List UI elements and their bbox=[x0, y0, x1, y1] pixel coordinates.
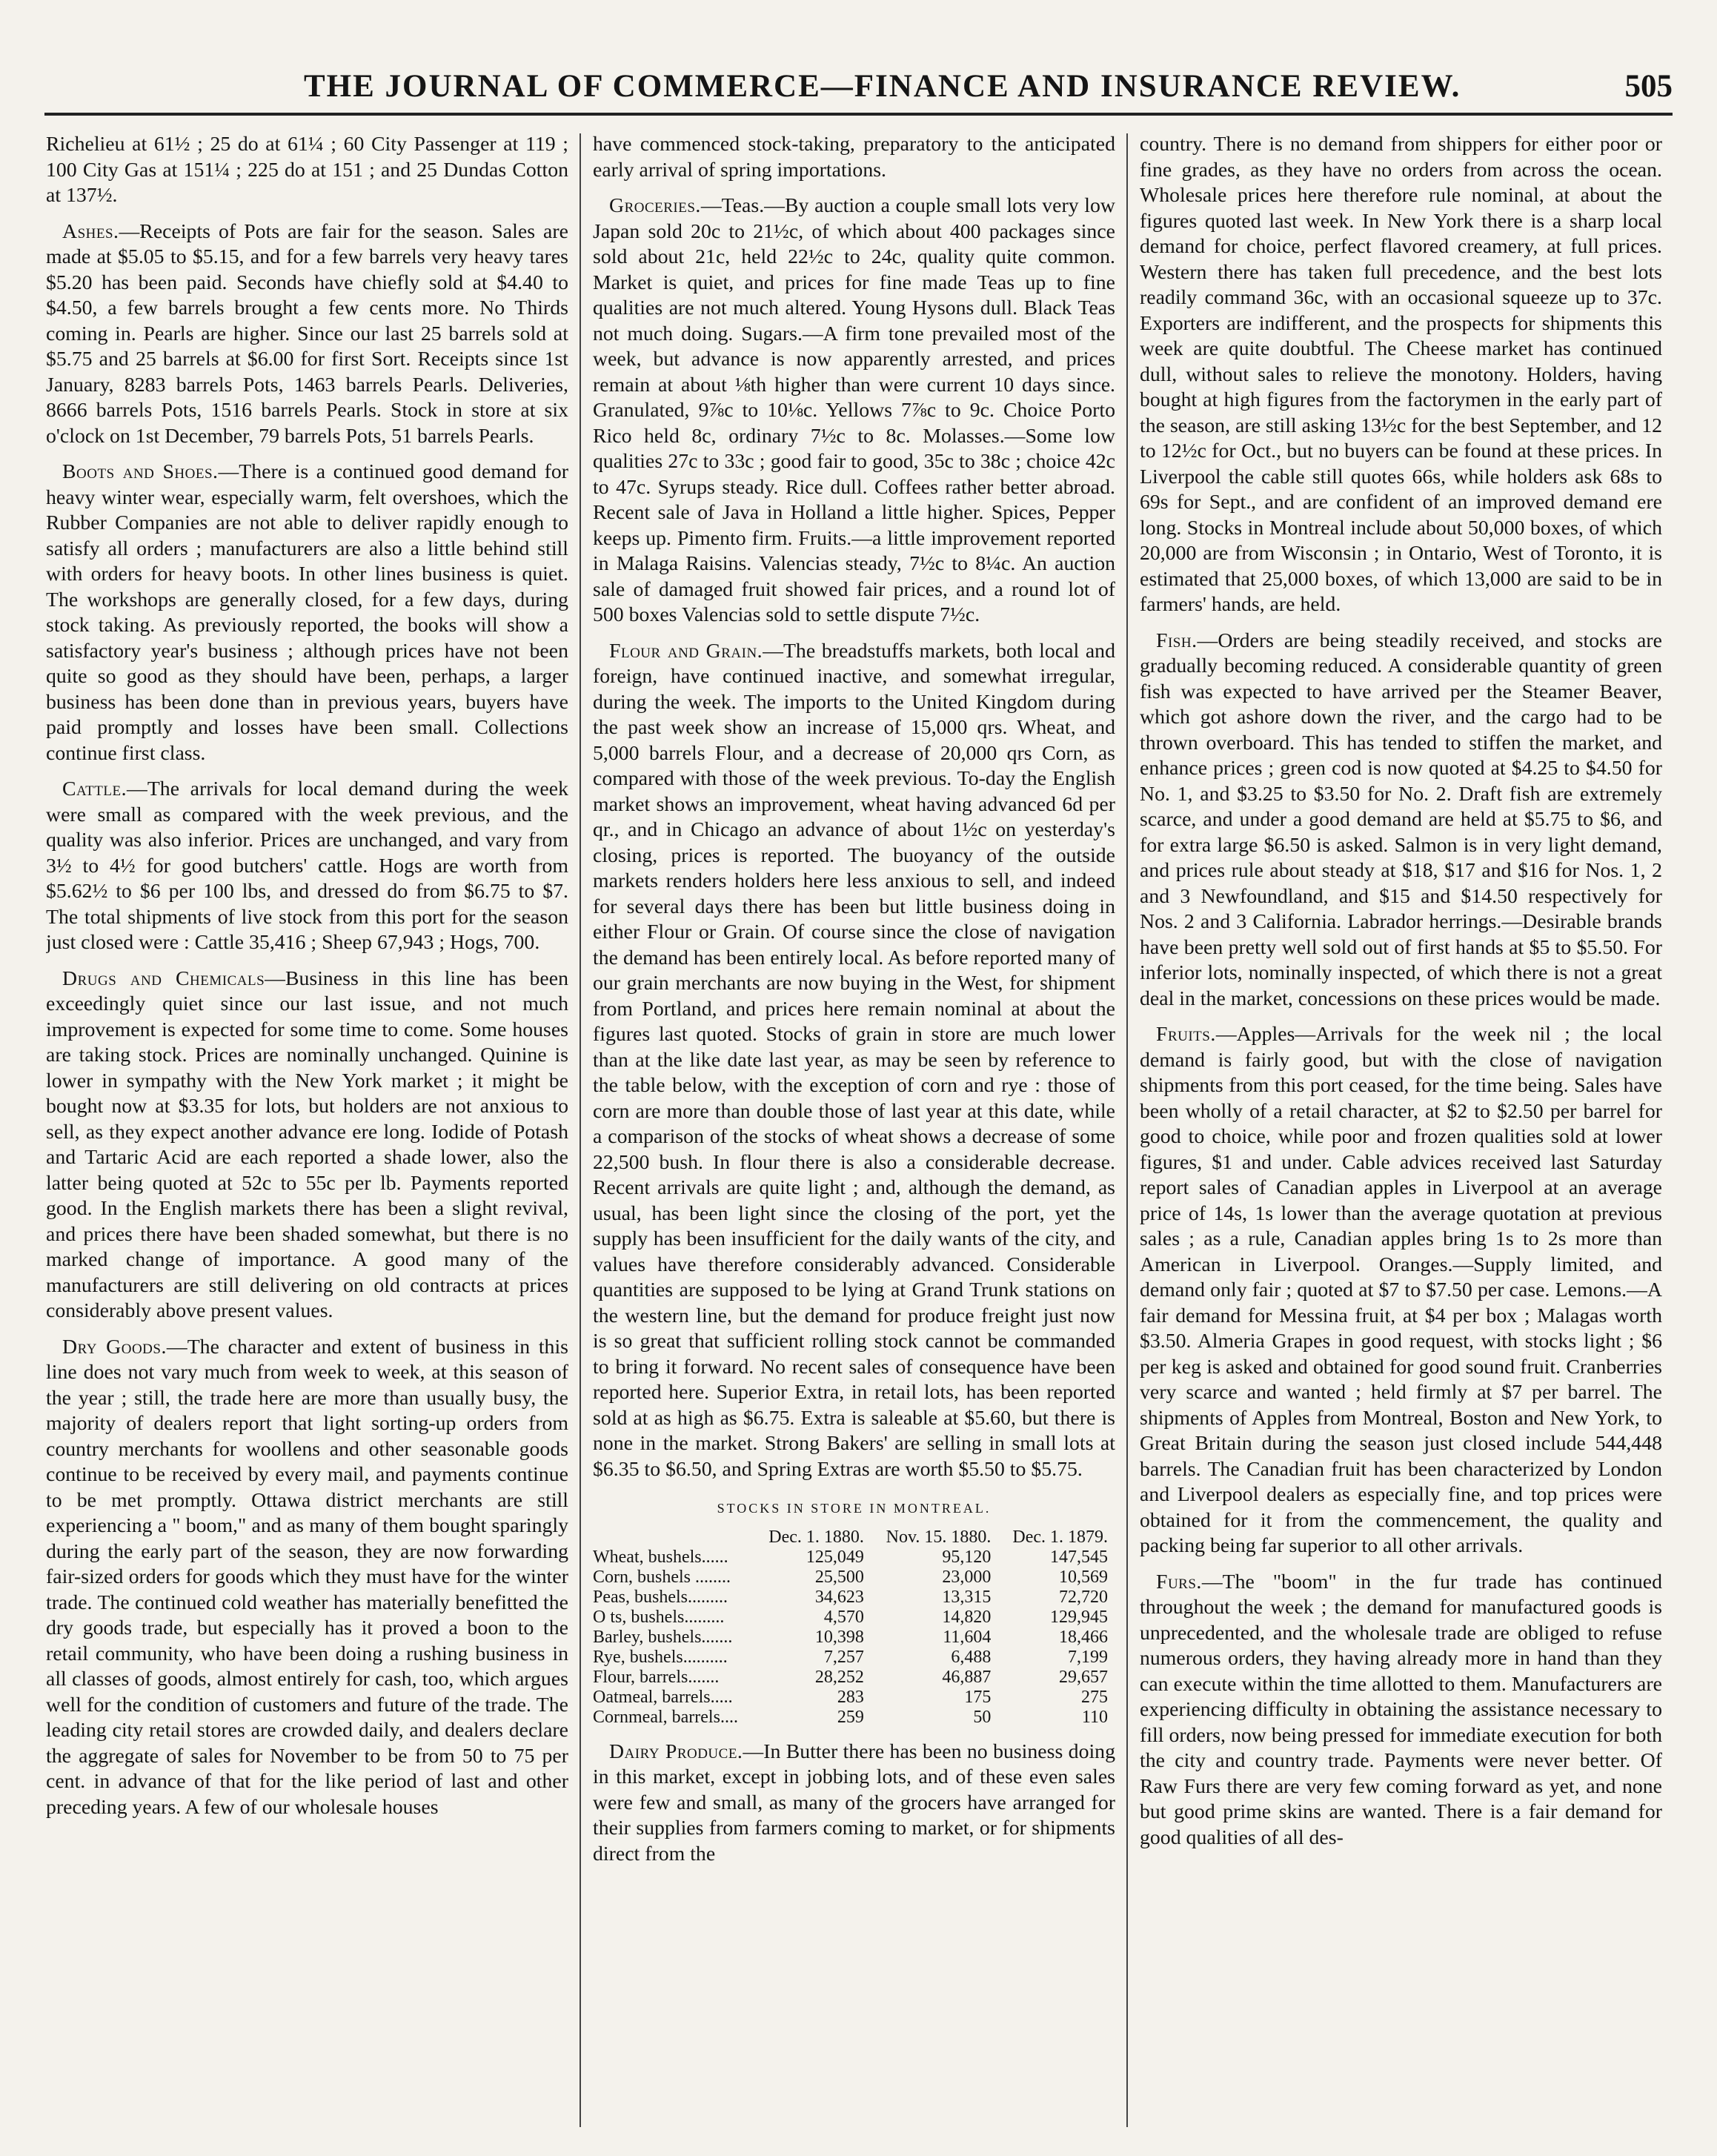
paragraph-boots bbox=[46, 460, 568, 766]
paragraph-body: —Receipts of Pots are fair for the season. Sales are made at $5.05 to $5.15, and for a few barrels very heavy tares $5.20 has been paid. Seconds have chiefly sold at $4.40 to $4.50, a few barrels brought a few cents more. No Thirds coming in. Pearls are higher. Since our last 25 barrels sold at $5.75 and 25 barrels at $6.00 for first Sort. Receipts since 1st January, 8283 barrels Pots, 1463 barrels Pearls. Deliveries, 8666 barrels Pots, 1516 barrels Pearls. Stock in store at six o'clock on 1st December, 79 barrels Pots, 51 barrels Pearls. bbox=[46, 219, 568, 448]
table-cell: 7,257 bbox=[823, 1647, 864, 1667]
paragraph: Richelieu at 61½ ; 25 do at 61¼ ; 60 City Passenger at 119 ; 100 City Gas at 151¼ ; 225 do at 151 ; and 25 Dundas Cotton at 137½. bbox=[46, 133, 568, 207]
column-middle bbox=[593, 132, 1115, 2133]
table-cell: Peas, bushels......... bbox=[593, 1587, 728, 1607]
table-cell: 275 bbox=[1081, 1687, 1108, 1707]
table-cell: 14,820 bbox=[942, 1607, 992, 1627]
stocks-table bbox=[593, 1528, 1115, 1728]
table-cell: 10,398 bbox=[814, 1627, 864, 1647]
section-heading: Fruits. bbox=[1156, 1023, 1216, 1046]
section-heading: Drugs and Chemicals bbox=[62, 966, 265, 990]
table-cell: Corn, bushels ........ bbox=[593, 1567, 731, 1587]
section-heading: Cattle. bbox=[62, 777, 127, 800]
table-cell: 6,488 bbox=[951, 1647, 992, 1667]
table-cell: 50 bbox=[973, 1707, 992, 1727]
table-cell: 283 bbox=[837, 1687, 864, 1707]
paragraph-fruits bbox=[1140, 1022, 1662, 1559]
paragraph-body: —The "boom" in the fur trade has continued throughout the week ; the demand for manufactured goods is unprecedented, and the wholesale trade are obliged to refuse numerous orders, they having already more in hand than they can execute within the time allotted to them. Manufacturers are experiencing difficulty in obtaining the assistance necessary to fill orders, now being pressed for immediate execution for both the city and country trade. Payments were never better. Of Raw Furs there are very few coming forward as yet, and none but good prime skins are wanted. There is a fair demand for good qualities of all des- bbox=[1140, 1570, 1662, 1849]
table-cell: 10,569 bbox=[1059, 1567, 1108, 1587]
table-cell: 29,657 bbox=[1059, 1667, 1108, 1687]
table-cell: 147,545 bbox=[1050, 1547, 1108, 1567]
paragraph-flour-grain bbox=[593, 639, 1115, 1483]
table-cell: 23,000 bbox=[942, 1567, 992, 1587]
table-row bbox=[593, 1568, 1115, 1588]
table-row bbox=[593, 1608, 1115, 1628]
section-heading: Groceries. bbox=[609, 194, 701, 217]
table-cell: 129,945 bbox=[1050, 1607, 1108, 1627]
table-cell: 72,720 bbox=[1059, 1587, 1108, 1607]
table-cell: 11,604 bbox=[943, 1627, 992, 1647]
section-heading: Flour and Grain. bbox=[609, 639, 763, 663]
paragraph: country. There is no demand from shippers for either poor or fine grades, as they have no orders from across the ocean. Wholesale prices here therefore rule nominal, at about the figures quoted last week. In New York there is a sharp local demand for choice, perfect flavored creamery, at full prices. Western there has taken full precedence, and the best lots readily command 36c, with an occasional squeeze up to 37c. Exporters are indifferent, and the prospects for shipments this week are quite doubtful. The Cheese market has continued dull, without sales to relieve the monotony. Holders, having bought at high figures from the factorymen in the early part of the season, are still asking 13½c for the best September, and 12 to 12½c for Oct., but no buyers can be found at these prices. In Liverpool the cable still quotes 66s, while holders ask 68s to 69s for Sept., and are confident of an improved demand ere long. Stocks in Montreal include about 50,000 boxes, of which 20,000 are from Wisconsin ; in Ontario, West of Toronto, it is estimated that 25,000 boxes, of which 13,000 are said to be in farmers' hands, are held. bbox=[1140, 133, 1662, 616]
paragraph-ashes bbox=[46, 219, 568, 450]
paragraph-fish bbox=[1140, 628, 1662, 1012]
running-head: THE JOURNAL OF COMMERCE—FINANCE AND INSURANCE REVIEW. bbox=[304, 69, 1461, 104]
table-row bbox=[593, 1708, 1115, 1728]
paragraph-body: —The character and extent of business in this line does not vary much from week to week, at this season of the year ; still, the trade here are more than usually busy, the majority of dealers report that light sorting-up orders from country merchants for woollens and other seasonable goods continue to be received by every mail, and payments continue to be met promptly. Ottawa district merchants are still experiencing a " boom," and as many of them bought sparingly during the early part of the season, they are now forwarding fair-sized orders for goods which they must have for the winter trade. The continued cold weather has materially benefitted the dry goods trade, but especially has it proved a boon to the retail community, who have been doing a rushing business in all classes of goods, almost entirely for cash, too, which argues well for the condition of customers and future of the trade. The leading city retail stores are crowded daily, and dealers declare the aggregate of sales for November to be from 50 to 75 per cent. in advance of that for the like period of last and other preceding years. A few of our wholesale houses bbox=[46, 1335, 568, 1819]
table-cell: 110 bbox=[1081, 1707, 1108, 1727]
column-rule bbox=[1126, 133, 1128, 2127]
table-cell: 46,887 bbox=[942, 1667, 992, 1687]
paragraph-cattle bbox=[46, 777, 568, 956]
table-row bbox=[593, 1588, 1115, 1608]
table-cell: 25,500 bbox=[814, 1567, 864, 1587]
table-cell: Wheat, bushels...... bbox=[593, 1547, 728, 1567]
table-body bbox=[593, 1548, 1115, 1728]
page-header bbox=[44, 68, 1673, 116]
paragraph-body: —Teas.—By auction a couple small lots very low Japan sold 20c to 21½c, of which about 400 packages since sold about 21c, held 22½c to 24c, quality quite common. Market is quiet, and prices for fine made Teas up to fine qualities are not much altered. Young Hysons dull. Black Teas not much doing. Sugars.—A firm tone prevailed most of the week, but advance is now apparently arrested, and prices remain at about ⅛th higher than were current 10 days since. Granulated, 9⅞c to 10⅛c. Yellows 7⅞c to 9c. Choice Porto Rico held 8c, ordinary 7½c to 8c. Molasses.—Some low qualities 27c to 33c ; good fair to good, 35c to 38c ; choice 42c to 47c. Syrups steady. Rice dull. Coffees rather better abroad. Recent sale of Java in Holland a little higher. Spices, Pepper keeps up. Pimento firm. Fruits.—a little improvement reported in Malaga Raisins. Valencias steady, 7½c to 8¼c. An auction sale of damaged fruit showed fair prices, and a round lot of 500 boxes Valencias sold to settle dispute 7½c. bbox=[593, 194, 1115, 626]
column-left bbox=[46, 132, 568, 2133]
paragraph-body: —Apples—Arrivals for the week nil ; the local demand is fairly good, but with the close of navigation shipments from this port ceased, for the time being. Sales have been wholly of a retail character, at $2 to $2.50 per barrel for good to choice, while poor and frozen qualities sold at lower figures, $1 and under. Cable advices received last Saturday report sales of Canadian apples in Liverpool at an average price of 14s, 1s lower than the average quotation at previous sales ; as a rule, Canadian apples bring 1s to 2s more than American in Liverpool. Oranges.—Supply limited, and demand only fair ; quoted at $7 to $7.50 per case. Lemons.—A fair demand for Messina fruit, at $4 per box ; Malagas worth $3.50. Almeria Grapes in good request, with stocks light ; $6 per keg is asked and obtained for good sound fruit. Cranberries very scarce and wanted ; held firmly at $7 per barrel. The shipments of Apples from Montreal, Boston and New York, to Great Britain during the season just closed include 544,448 barrels. The Canadian fruit has been characterized by London and Liverpool dealers as especially fine, and top prices were obtained for it from the commencement, the quality and packing being far superior to all other arrivals. bbox=[1140, 1023, 1662, 1557]
table-cell: Rye, bushels.......... bbox=[593, 1647, 728, 1667]
paragraph-groceries bbox=[593, 193, 1115, 628]
table-cell: Barley, bushels....... bbox=[593, 1627, 733, 1647]
table-row bbox=[593, 1628, 1115, 1648]
table-cell: 34,623 bbox=[814, 1587, 864, 1607]
paragraph-dry-goods bbox=[46, 1335, 568, 1821]
table-row bbox=[593, 1648, 1115, 1668]
table-row bbox=[593, 1548, 1115, 1568]
paragraph-drugs bbox=[46, 966, 568, 1324]
table-cell: 95,120 bbox=[942, 1547, 992, 1567]
column-rule bbox=[579, 133, 581, 2127]
section-heading: Furs. bbox=[1156, 1570, 1202, 1593]
paragraph-body: —Business in this line has been exceedingly quiet since our last issue, and not much improvement is expected for some time to come. Some houses are taking stock. Prices are nominally unchanged. Quinine is lower in sympathy with the New York market ; it might be bought now at $3.35 for lots, but holders are not anxious to sell, as they expect another advance ere long. Iodide of Potash and Tartaric Acid are each reported a shade lower, also the latter being quoted at 52c to 55c per lb. Payments reported good. In the English markets there has been a slight revival, and prices there have been shaded somewhat, but there is no marked change of importance. A good many of the manufacturers are still delivering on old contracts at prices considerably above present values. bbox=[46, 966, 568, 1322]
paragraph-body: —The breadstuffs markets, both local and foreign, have continued inactive, and somewhat irregular, during the week. The imports to the United Kingdom during the past week show an increase of 15,000 qrs. Wheat, and 5,000 barrels Flour, and a decrease of 20,000 qrs Corn, as compared with those of the week previous. To-day the English market shows an improvement, wheat having advanced 6d per qr., and in Chicago an advance of about 1½c on yesterday's closing, prices is reported. The buoyancy of the outside markets renders holders here less anxious to sell, and indeed for several days there has been but little business doing in either Flour or Grain. Of course since the close of navigation the demand has been entirely local. As before reported many of our grain merchants are now buying in the West, for shipment from Portland, and prices here remain nominal at about the figures last quoted. Stocks of grain in store are much lower than at the like date last year, as may be seen by reference to the table below, with the exception of corn and rye : those of corn are more than double those of last year at this date, while a comparison of the stocks of wheat shows a decrease of some 22,500 bush. In flour there is also a considerable decrease. Recent arrivals are quite light ; and, although the demand, as usual, has been light since the closing of the port, yet the supply has been insufficient for the daily wants of the city, and values have therefore considerably advanced. Considerable quantities are supposed to be lying at Grand Trunk stations on the western line, but the demand for produce freight just now is so great that sufficient rolling stock cannot be commanded to bring it forward. No recent sales of consequence have been reported here. Superior Extra, in retail lots, has been reported sold at as high as $6.75. Extra is saleable at $5.60, but there is none in the market. Strong Bakers' are selling in small lots at $6.35 to $6.50, and Spring Extras are worth $5.50 to $5.75. bbox=[593, 639, 1115, 1481]
paragraph-body: —Orders are being steadily received, and stocks are gradually becoming reduced. A considerable quantity of green fish was expected to have arrived per the Steamer Beaver, which got ashore down the river, and the cargo had to be thrown overboard. This has tended to stiffen the market, and enhance prices ; green cod is now quoted at $4.25 to $4.50 for No. 1, and $3.25 to $3.50 for No. 2. Draft fish are extremely scarce, and under a good demand are held at $5.75 to $6, and for extra large $6.50 is asked. Salmon is in very light demand, and prices rule about steady at $18, $17 and $16 for Nos. 1, 2 and 3 Newfoundland, and $15 and $14.50 respectively for Nos. 2 and 3 California. Labrador herrings.—Desirable brands have been pretty well sold out of first hands at $5 to $5.50. For inferior lots, nominally inspected, of which there is not a great deal in the market, concessions on these prices would be made. bbox=[1140, 628, 1662, 1010]
table-cell: 4,570 bbox=[823, 1607, 864, 1627]
table-cell: Cornmeal, barrels.... bbox=[593, 1707, 738, 1727]
section-heading: Dry Goods. bbox=[62, 1335, 167, 1359]
table-cell: 13,315 bbox=[942, 1587, 992, 1607]
table-cell: Flour, barrels....... bbox=[593, 1667, 720, 1687]
table-cell: 28,252 bbox=[814, 1667, 864, 1687]
table-cell: Oatmeal, barrels..... bbox=[593, 1687, 733, 1707]
table-cell: 259 bbox=[837, 1707, 864, 1727]
section-heading: Boots and Shoes. bbox=[62, 460, 219, 483]
table-cell: 18,466 bbox=[1059, 1627, 1108, 1647]
table-row bbox=[593, 1668, 1115, 1688]
section-heading: Dairy Produce. bbox=[609, 1739, 743, 1763]
paragraph-body: —In Butter there has been no business doing in this market, except in jobbing lots, and of these even sales were few and small, as many of the grocers have arranged for their supplies from farmers coming to market, or for shipments direct from the bbox=[593, 1739, 1115, 1865]
paragraph-body: —There is a continued good demand for heavy winter wear, especially warm, felt overshoes, which the Rubber Companies are not able to deliver rapidly enough to satisfy all orders ; manufacturers are also a little behind still with orders for heavy boots. In other lines business is quiet. The workshops are generally closed, for a few days, during stock taking. As previously reported, the books will show a satisfactory year's business ; although prices have not been quite so good as they should have been, perhaps, a larger business has been done than in previous years, buyers have paid promptly and losses have been small. Collections continue first class. bbox=[46, 460, 568, 765]
page-number: 505 bbox=[1624, 69, 1673, 104]
table-header-cell: Dec. 1. 1880. bbox=[768, 1527, 864, 1547]
paragraph-dairy bbox=[593, 1739, 1115, 1868]
paragraph: have commenced stock-taking, preparatory to the anticipated early arrival of spring importations. bbox=[593, 133, 1115, 182]
paragraph-furs bbox=[1140, 1570, 1662, 1851]
table-cell: 7,199 bbox=[1068, 1647, 1108, 1667]
table-row bbox=[593, 1688, 1115, 1708]
table-header-cell: Nov. 15. 1880. bbox=[886, 1527, 992, 1547]
table-header-cell bbox=[593, 1528, 754, 1548]
table-cell: 125,049 bbox=[806, 1547, 864, 1567]
section-heading: Ashes. bbox=[62, 219, 119, 243]
column-right bbox=[1140, 132, 1662, 2133]
section-heading: Fish. bbox=[1156, 628, 1198, 652]
table-header-cell: Dec. 1. 1879. bbox=[1012, 1527, 1108, 1547]
paragraph-body: —The arrivals for local demand during the week were small as compared with the week previous, and the quality was also inferior. Prices are unchanged, and vary from 3½ to 4½ for good butchers' cattle. Hogs are worth from $5.62½ to $6 per 100 lbs, and dressed do from $6.75 to $7. The total shipments of live stock from this port for the season just closed were : Cattle 35,416 ; Sheep 67,943 ; Hogs, 700. bbox=[46, 777, 568, 954]
table-cell: O ts, bushels......... bbox=[593, 1607, 725, 1627]
table-header-row bbox=[593, 1528, 1115, 1548]
table-cell: 175 bbox=[964, 1687, 992, 1707]
table-title: STOCKS IN STORE IN MONTREAL. bbox=[717, 1501, 992, 1516]
